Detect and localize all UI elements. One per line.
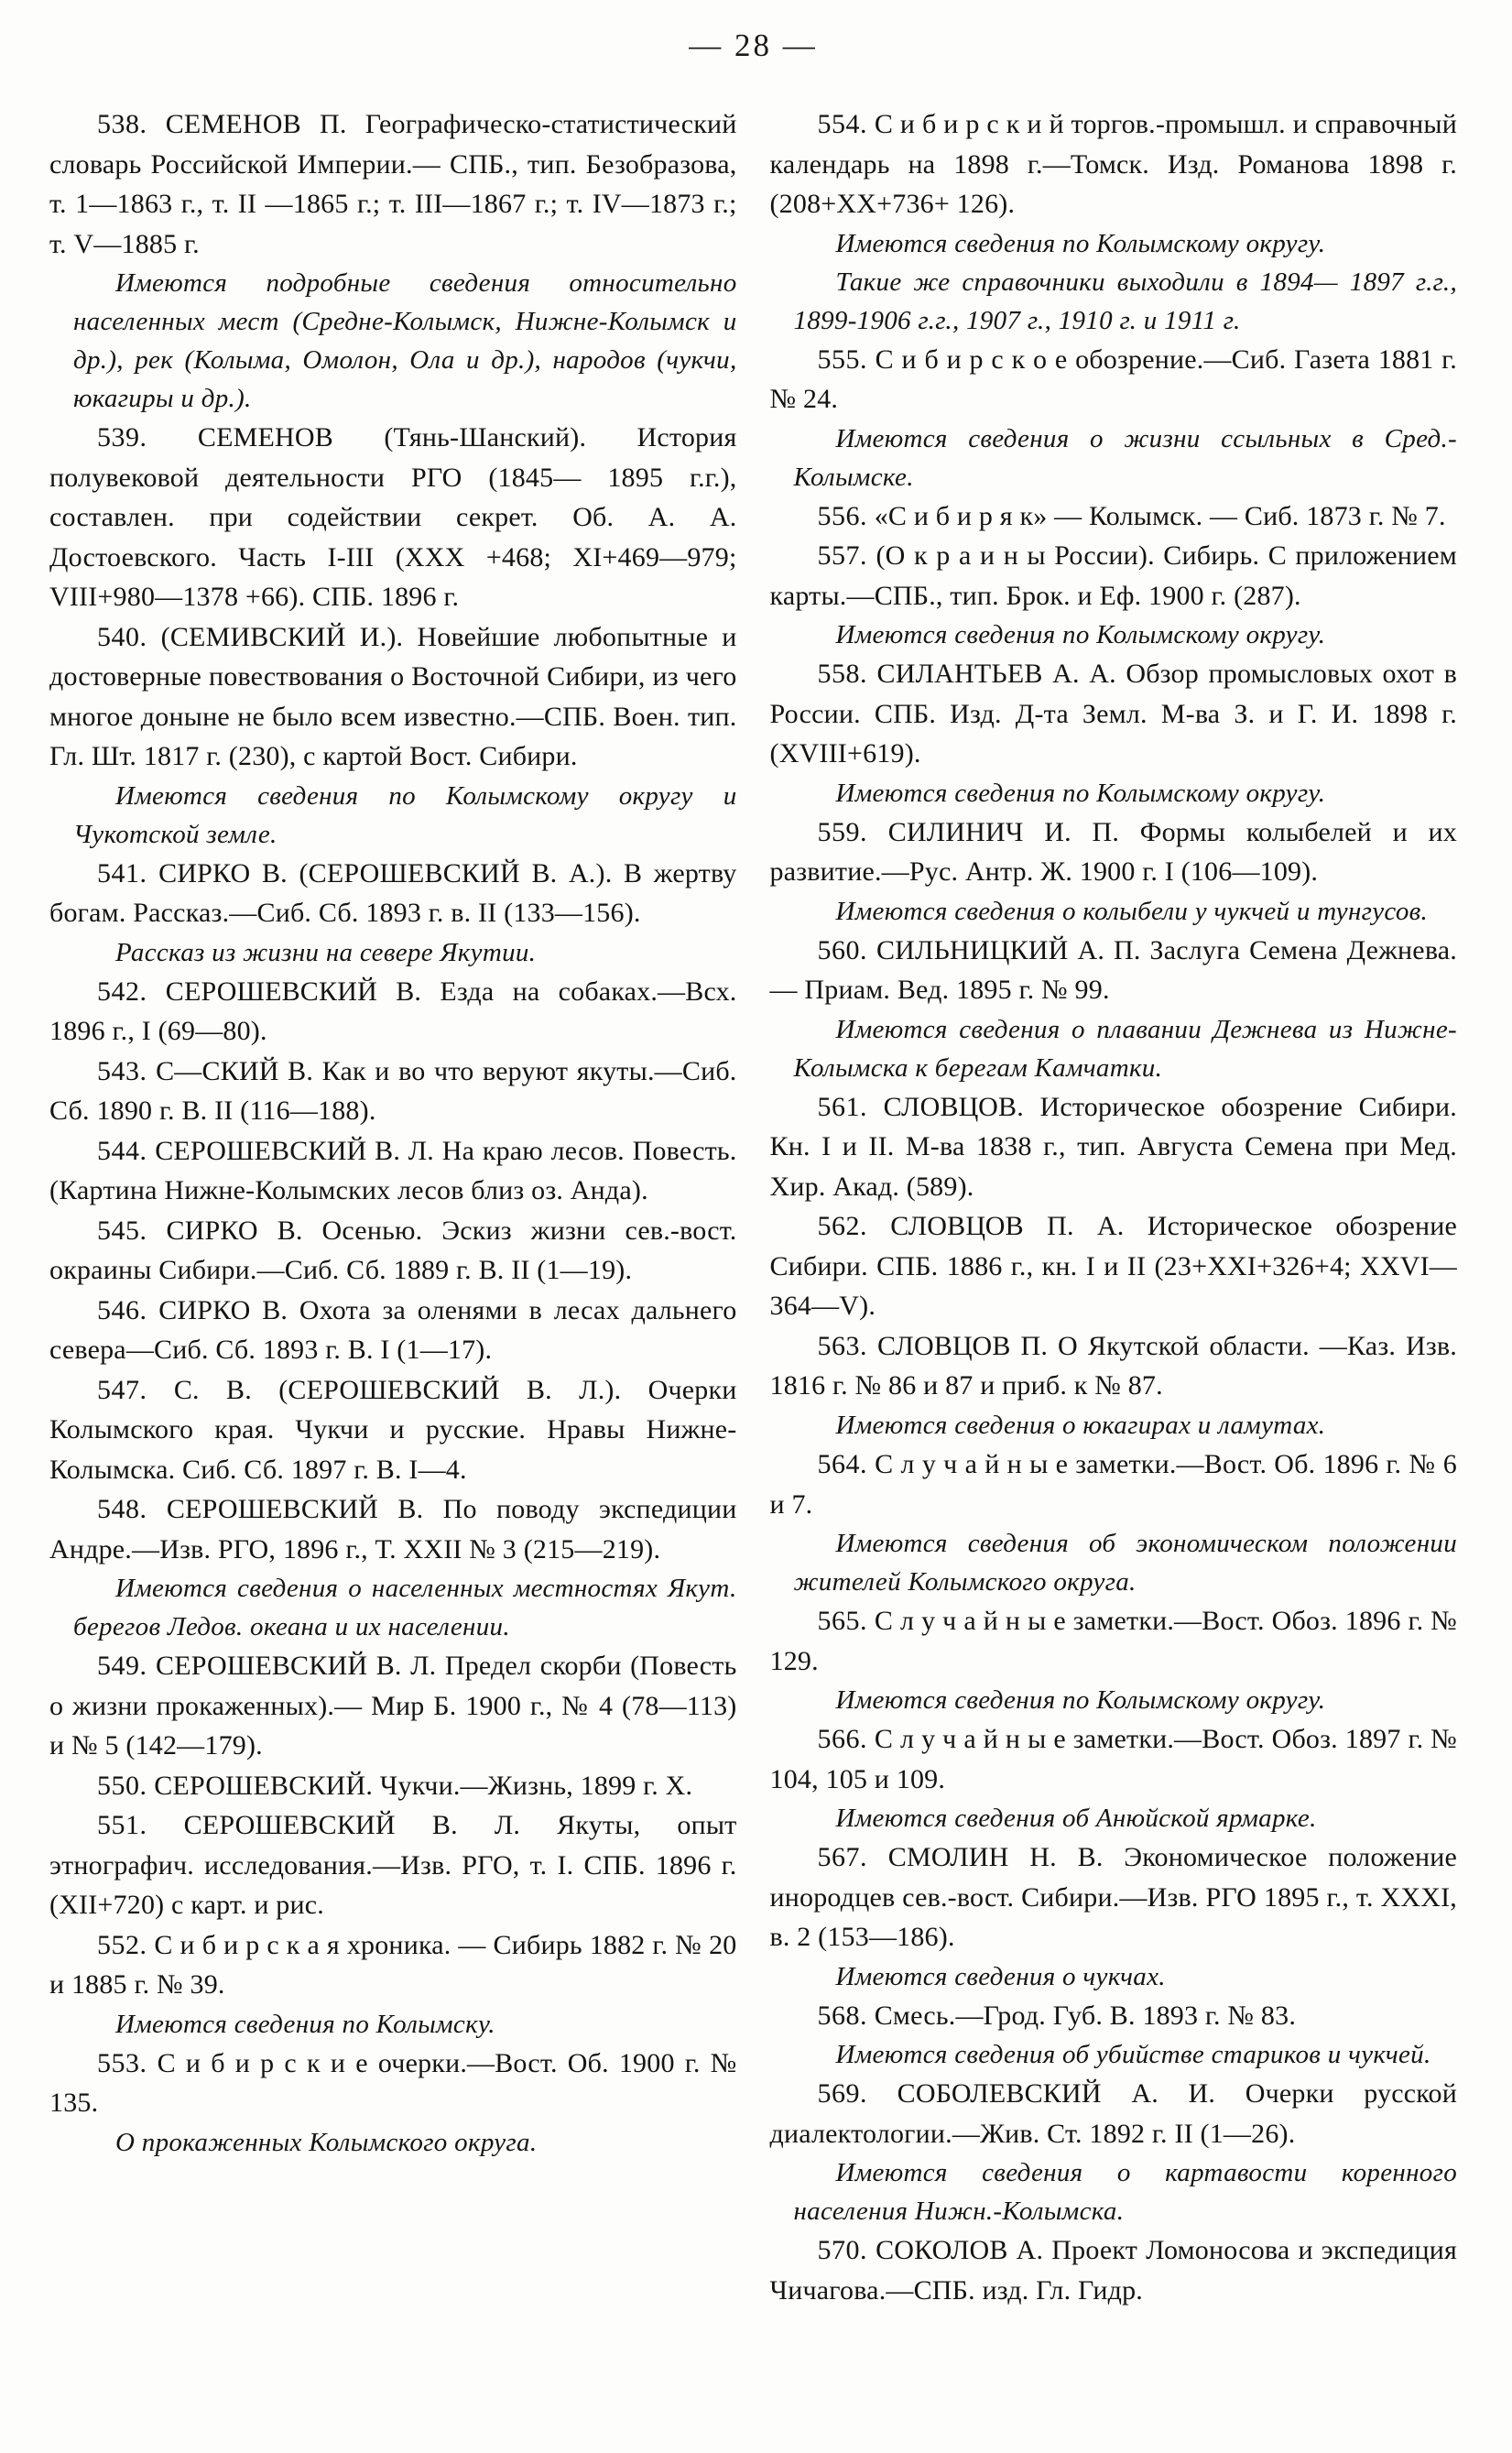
entry-number: 552. [97,1929,147,1960]
page-number: — 28 — [689,27,818,63]
entry-text: СЕРОШЕВСКИЙ В. Л. Предел скорби (Повесть о жизни прокаженных).— Мир Б. 1900 г., № 4 (78—113) и № 5 (142—179). [49,1651,737,1761]
entry-number: 543. [97,1055,147,1086]
entry-text: С л у ч а й н ы е заметки.—Вост. Обоз. 1896 г. № 129. [769,1606,1457,1676]
entry-annotation: Имеются сведения об экономическом положении жителей Колымского округа. [793,1529,1457,1597]
bibliography-entry [49,617,737,777]
entry-text: СЕРОШЕВСКИЙ В. Л. На краю лесов. Повесть. (Картина Нижне-Колымских лесов близ оз. Анда). [49,1135,737,1206]
bibliography-entry [49,418,737,617]
entry-text: СИЛАНТЬЕВ А. А. Обзор промысловых охот в России. СПБ. Изд. Д-та Земл. М-ва З. и Г. И. 1898 г. (XVIII+619). [769,659,1457,769]
entry-text: С л у ч а й н ы е заметки.—Вост. Об. 1896 г. № 6 и 7. [769,1449,1458,1520]
entry-number: 541. [97,857,147,889]
entry-text: (О к р а и н ы России). Сибирь. С приложением карты.—СПБ., тип. Брок. и Еф. 1900 г. (287). [769,540,1457,611]
bibliography-entry [49,104,737,264]
entry-annotation: Имеются сведения о жизни ссыльных в Сред.-Колымске. [793,423,1457,492]
two-column-text-block [49,104,1457,2310]
bibliography-entry [770,931,1458,1010]
entry-number: 562. [817,1211,867,1242]
bibliography-entry [49,1646,737,1766]
entry-annotation: Имеются сведения по Колымскому округу и Чукотской земле. [73,780,737,849]
entry-text: СИРКО В. Осенью. Эскиз жизни сев.-вост. окраины Сибири.—Сиб. Сб. 1889 г. В. II (1—19). [49,1215,737,1286]
entry-number: 547. [97,1374,147,1405]
bibliography-entry [49,1370,737,1490]
entry-text: СИЛИНИЧ И. П. Формы колыбелей и их развитие.—Рус. Антр. Ж. 1900 г. I (106—109). [769,816,1458,888]
entry-annotation: Имеются сведения об Анюйской ярмарке. [835,1804,1317,1834]
entry-number: 538. [97,109,147,139]
bibliography-entry [49,972,737,1052]
entry-number: 561. [817,1091,867,1122]
entry-number: 553. [97,2047,147,2078]
bibliography-entry [49,1211,737,1291]
bibliography-entry [49,1925,737,2005]
bibliography-entry [49,854,737,933]
entry-annotation: Имеются сведения по Колымскому округу. [835,778,1326,808]
entry-number: 550. [97,1770,147,1801]
entry-number: 555. [817,343,867,375]
entry-number: 554. [817,109,867,139]
bibliography-entry [49,1489,737,1569]
entry-text: «С и б и р я к» — Колымск. — Сиб. 1873 г. № 7. [874,500,1446,531]
left-column [49,104,737,2310]
entry-annotation: Имеются сведения о юкагирах и ламутах. [835,1410,1326,1440]
bibliography-entry [770,1087,1458,1207]
entry-annotation: Имеются сведения о плавании Дежнева из Нижне-Колымска к берегам Камчатки. [793,1014,1457,1083]
bibliography-entry [49,1805,737,1925]
bibliography-entry [770,1719,1458,1799]
entry-text: (СЕМИВСКИЙ И.). Новейшие любопытные и достоверные повествования о Восточной Сибири, из чего многое доныне не было всем известно.—СПБ. Воен. тип. Гл. Шт. 1817 г. (230), с картой Вост. Сибири. [49,621,737,772]
bibliography-entry [770,496,1458,537]
entry-annotation: Имеются подробные сведения относительно населенных мест (Средне-Колымск, Нижне-Колымск и др.), рек (Колыма, Омолон, Ола и др.), народов (чукчи, юкагиры и др.). [73,268,737,414]
entry-number: 546. [97,1294,147,1325]
entry-text: СЕРОШЕВСКИЙ В. Езда на собаках.—Всх. 1896 г., I (69—80). [49,976,737,1047]
entry-annotation: Имеются сведения по Колымскому округу. [835,1685,1326,1716]
bibliography-entry [49,1291,737,1370]
bibliography-entry [770,1996,1458,2036]
entry-number: 568. [817,2000,867,2031]
entry-number: 539. [97,422,147,453]
entry-text: С и б и р с к и е очерки.—Вост. Об. 1900 г. № 135. [49,2047,737,2119]
entry-number: 556. [817,500,867,531]
bibliography-entry [770,104,1458,224]
entry-annotation: Имеются сведения по Колымскому округу. [835,620,1326,650]
entry-annotation: О прокаженных Колымского округа. [115,2127,538,2157]
entry-text: СИРКО В. (СЕРОШЕВСКИЙ В. А.). В жертву богам. Рассказ.—Сиб. Сб. 1893 г. в. II (133—156). [49,857,737,929]
entry-text: СЕМЕНОВ П. Географическо-статистический словарь Российской Империи.— СПБ., тип. Безобразова, т. 1—1863 г., т. II —1865 г.; т. III—1867 г.; т. IV—1873 г.; т. V—1885 г. [49,109,737,259]
entry-number: 548. [97,1494,147,1525]
entry-number: 551. [97,1810,147,1841]
entry-number: 545. [97,1215,147,1246]
entry-number: 567. [817,1842,867,1873]
entry-number: 544. [97,1135,147,1166]
entry-text: С л у ч а й н ы е заметки.—Вост. Обоз. 1897 г. № 104, 105 и 109. [769,1724,1457,1794]
entry-number: 558. [817,659,867,690]
entry-annotation: Имеются сведения о колыбели у чукчей и тунгусов. [835,896,1429,926]
entry-annotation: Имеются сведения о картавости коренного населения Нижн.-Колымска. [793,2158,1457,2227]
bibliography-entry [770,1445,1458,1524]
bibliography-entry [49,1052,737,1131]
bibliography-entry [770,812,1458,892]
entry-number: 557. [817,540,867,572]
entry-number: 559. [817,816,867,847]
entry-text: СМОЛИН Н. В. Экономическое положение инородцев сев.-вост. Сибири.—Изв. РГО 1895 г., т. XXXI, в. 2 (153—186). [769,1842,1457,1953]
entry-text: СЕРОШЕВСКИЙ В. По поводу экспедиции Андре.—Изв. РГО, 1896 г., Т. XXII № 3 (215—219). [49,1494,737,1564]
entry-text: СИЛЬНИЦКИЙ А. П. Заслуга Семена Дежнева. — Приам. Вед. 1895 г. № 99. [769,934,1458,1006]
right-column [770,104,1458,2310]
bibliography-entry [770,654,1458,774]
entry-number: 566. [817,1724,867,1755]
entry-number: 565. [817,1606,867,1637]
bibliography-entry [49,1131,737,1211]
entry-text: СОБОЛЕВСКИЙ А. И. Очерки русской диалектологии.—Жив. Ст. 1892 г. II (1—26). [769,2078,1457,2149]
entry-text: Смесь.—Грод. Губ. В. 1893 г. № 83. [874,2000,1297,2031]
entry-text: СИРКО В. Охота за оленями в лесах дальнего севера—Сиб. Сб. 1893 г. В. I (1—17). [49,1294,737,1366]
entry-annotation: Имеются сведения по Колымскому округу. [835,228,1326,258]
entry-annotation: Имеются сведения по Колымску. [115,2009,495,2039]
bibliography-entry [770,1837,1458,1957]
bibliography-entry [770,340,1458,420]
entry-text: СЛОВЦОВ. Историческое обозрение Сибири. Кн. I и II. М-ва 1838 г., тип. Августа Семена при Мед. Хир. Акад. (589). [769,1091,1458,1202]
entry-annotation: Рассказ из жизни на севере Якутии. [115,937,537,967]
entry-text: СЕРОШЕВСКИЙ В. Л. Якуты, опыт этнографич. исследования.—Изв. РГО, т. I. СПБ. 1896 г. (XII+720) с карт. и рис. [49,1810,737,1921]
entry-number: 564. [817,1449,867,1480]
bibliography-entry [770,536,1458,616]
entry-annotation: Такие же справочники выходили в 1894— 1897 г.г., 1899-1906 г.г., 1907 г., 1910 г. и 1911 г. [793,267,1457,335]
entry-annotation: Имеются сведения о чукчах. [835,1961,1166,1991]
entry-number: 540. [97,621,147,652]
entry-number: 549. [97,1651,147,1682]
entry-annotation: Имеются сведения об убийстве стариков и чукчей. [835,2040,1431,2070]
entry-text: С и б и р с к о е обозрение.—Сиб. Газета 1881 г. № 24. [769,343,1457,415]
entry-text: СЛОВЦОВ П. О Якутской области. —Каз. Изв. 1816 г. № 86 и 87 и приб. к № 87. [769,1330,1458,1401]
entry-text: С—СКИЙ В. Как и во что веруют якуты.—Сиб. Сб. 1890 г. В. II (116—188). [49,1055,737,1127]
entry-number: 542. [97,976,147,1007]
entry-text: СОКОЛОВ А. Проект Ломоносова и экспедиция Чичагова.—СПБ. изд. Гл. Гидр. [769,2235,1457,2306]
entry-number: 569. [817,2078,867,2110]
bibliography-entry [770,1601,1458,1681]
entry-text: С. В. (СЕРОШЕВСКИЙ В. Л.). Очерки Колымского края. Чукчи и русские. Нравы Нижне-Колымска. Сиб. Сб. 1897 г. В. I—4. [49,1374,737,1485]
entry-number: 560. [817,934,867,965]
entry-annotation: Имеются сведения о населенных местностях Якут. берегов Ледов. океана и их населении. [73,1574,737,1642]
entry-number: 570. [817,2235,867,2266]
entry-text: С и б и р с к а я хроника. — Сибирь 1882 г. № 20 и 1885 г. № 39. [49,1929,737,2001]
bibliography-entry [770,1326,1458,1406]
bibliography-entry [770,1206,1458,1326]
bibliography-entry [770,2074,1458,2153]
entry-text: СЛОВЦОВ П. А. Историческое обозрение Сибири. СПБ. 1886 г., кн. I и II (23+XXI+326+4; XXVI—364—V). [769,1211,1457,1322]
entry-number: 563. [817,1330,867,1361]
bibliography-entry [49,2044,737,2123]
entry-text: СЕРОШЕВСКИЙ. Чукчи.—Жизнь, 1899 г. X. [154,1770,693,1801]
entry-text: СЕМЕНОВ (Тянь-Шанский). История полувековой деятельности РГО (1845— 1895 г.г.), составлен. при содействии секрет. Об. А. А. Достоевского. Часть I-III (XXX +468; XI+469—979; VIII+980—1378 +66). СПБ. 1896 г. [49,422,737,613]
entry-text: С и б и р с к и й торгов.-промышл. и справочный календарь на 1898 г.—Томск. Изд. Романова 1898 г. (208+XX+736+ 126). [769,109,1458,219]
bibliography-entry [49,1766,737,1806]
bibliography-entry [770,2230,1458,2310]
